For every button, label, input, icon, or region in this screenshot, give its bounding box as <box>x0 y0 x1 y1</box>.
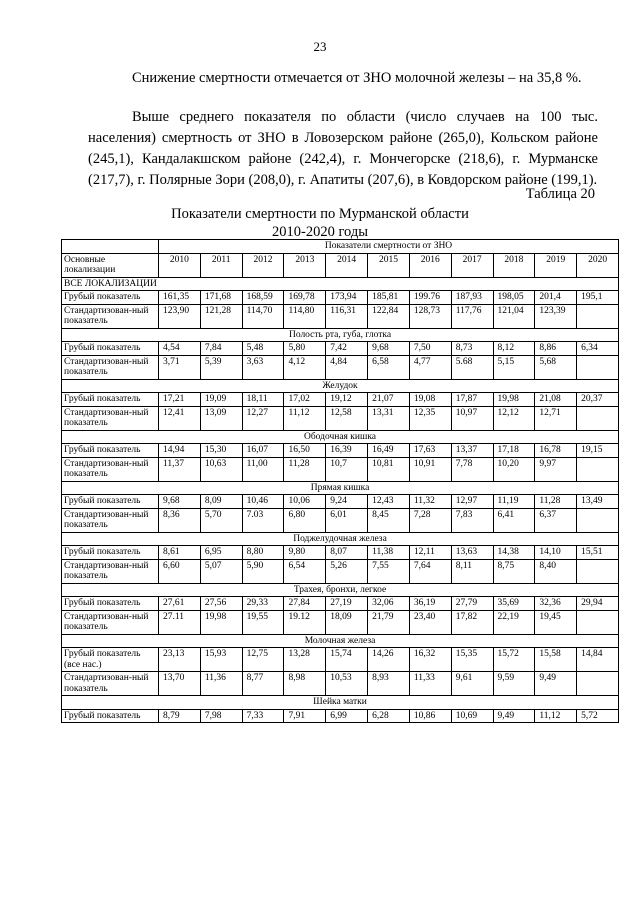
value-cell: 17,18 <box>493 444 535 458</box>
section-title: Прямая кишка <box>62 481 619 495</box>
value-cell: 3,63 <box>242 355 284 379</box>
value-cell: 4,84 <box>326 355 368 379</box>
value-cell: 14,94 <box>159 444 201 458</box>
value-cell <box>577 457 619 481</box>
value-cell: 7,91 <box>284 709 326 723</box>
value-cell: 5,48 <box>242 342 284 356</box>
value-cell: 6,54 <box>284 559 326 583</box>
value-cell: 12,71 <box>535 406 577 430</box>
value-cell: 8,98 <box>284 672 326 696</box>
value-cell: 8,93 <box>368 672 410 696</box>
value-cell: 195,1 <box>577 291 619 305</box>
value-cell: 8,80 <box>242 546 284 560</box>
value-cell: 27.11 <box>159 610 201 634</box>
value-cell: 4,54 <box>159 342 201 356</box>
value-cell <box>577 406 619 430</box>
value-cell: 11,00 <box>242 457 284 481</box>
value-cell: 11,12 <box>535 709 577 723</box>
value-cell: 12,58 <box>326 406 368 430</box>
value-cell: 11,19 <box>493 495 535 509</box>
value-cell: 10,69 <box>451 709 493 723</box>
value-cell: 7.03 <box>242 508 284 532</box>
value-cell: 7,33 <box>242 709 284 723</box>
first-col-header: Основные локализации <box>62 253 159 277</box>
value-cell: 18,09 <box>326 610 368 634</box>
group-header: Показатели смертности от ЗНО <box>159 240 619 254</box>
value-cell: 10,46 <box>242 495 284 509</box>
year-header: 2018 <box>493 253 535 277</box>
value-cell: 27,79 <box>451 597 493 611</box>
value-cell: 121,04 <box>493 304 535 328</box>
value-cell: 7,28 <box>409 508 451 532</box>
section-header-row <box>62 481 619 495</box>
value-cell: 9,68 <box>368 342 410 356</box>
value-cell: 12,12 <box>493 406 535 430</box>
value-cell: 15,51 <box>577 546 619 560</box>
value-cell: 17,82 <box>451 610 493 634</box>
value-cell: 14,38 <box>493 546 535 560</box>
value-cell: 4,12 <box>284 355 326 379</box>
value-cell <box>577 508 619 532</box>
value-cell: 17,87 <box>451 393 493 407</box>
value-cell <box>577 672 619 696</box>
year-header: 2015 <box>368 253 410 277</box>
section-title: Желудок <box>62 379 619 393</box>
value-cell: 12,27 <box>242 406 284 430</box>
value-cell: 29,33 <box>242 597 284 611</box>
value-cell: 7,50 <box>409 342 451 356</box>
value-cell: 8,75 <box>493 559 535 583</box>
value-cell: 8,11 <box>451 559 493 583</box>
section-header-row <box>62 634 619 648</box>
section-header-row <box>62 583 619 597</box>
value-cell: 12,11 <box>409 546 451 560</box>
value-cell: 10,06 <box>284 495 326 509</box>
value-cell: 9,68 <box>159 495 201 509</box>
table-row <box>62 610 619 634</box>
value-cell: 198,05 <box>493 291 535 305</box>
value-cell <box>577 304 619 328</box>
value-cell: 29,94 <box>577 597 619 611</box>
paragraph-2: Выше среднего показателя по области (число случаев на 100 тыс. населения) смертность от ЗНО в Ловозерском районе (265,0), Кольском районе (245,1), Кандалакшском районе (242,4), г. Мончегорске (218,6), г. Мурманске (217,7), г. Полярные Зори (208,0), г. Апатиты (207,6), в Ковдорском районе (199,1). <box>88 109 598 188</box>
value-cell: 19,09 <box>200 393 242 407</box>
value-cell: 13,63 <box>451 546 493 560</box>
value-cell: 11,28 <box>535 495 577 509</box>
value-cell: 12,75 <box>242 648 284 672</box>
value-cell: 9,49 <box>535 672 577 696</box>
value-cell: 8,40 <box>535 559 577 583</box>
value-cell: 5,80 <box>284 342 326 356</box>
value-cell: 114,80 <box>284 304 326 328</box>
value-cell: 6,37 <box>535 508 577 532</box>
value-cell: 14,10 <box>535 546 577 560</box>
table-row <box>62 648 619 672</box>
mortality-table <box>61 239 619 723</box>
value-cell: 7,42 <box>326 342 368 356</box>
section-title: Шейка матки <box>62 696 619 710</box>
table-row <box>62 546 619 560</box>
table-row <box>62 393 619 407</box>
value-cell: 32,36 <box>535 597 577 611</box>
value-cell: 8,61 <box>159 546 201 560</box>
value-cell: 15,30 <box>200 444 242 458</box>
value-cell: 27,56 <box>200 597 242 611</box>
value-cell: 8,36 <box>159 508 201 532</box>
value-cell: 11,32 <box>409 495 451 509</box>
value-cell: 10,53 <box>326 672 368 696</box>
row-label: Грубый показатель (все нас.) <box>62 648 159 672</box>
year-header: 2020 <box>577 253 619 277</box>
value-cell: 116,31 <box>326 304 368 328</box>
value-cell: 9,24 <box>326 495 368 509</box>
row-label: Стандартизован-ный показатель <box>62 610 159 634</box>
row-label: Стандартизован-ный показатель <box>62 559 159 583</box>
value-cell: 12,97 <box>451 495 493 509</box>
value-cell: 5,68 <box>535 355 577 379</box>
value-cell: 8,86 <box>535 342 577 356</box>
value-cell: 3,71 <box>159 355 201 379</box>
value-cell: 168,59 <box>242 291 284 305</box>
row-label: Грубый показатель <box>62 291 159 305</box>
section-header-row <box>62 696 619 710</box>
value-cell: 8,73 <box>451 342 493 356</box>
value-cell: 7,84 <box>200 342 242 356</box>
value-cell: 13,37 <box>451 444 493 458</box>
value-cell: 201,4 <box>535 291 577 305</box>
value-cell: 20,37 <box>577 393 619 407</box>
value-cell: 128,73 <box>409 304 451 328</box>
value-cell: 185,81 <box>368 291 410 305</box>
value-cell: 8,07 <box>326 546 368 560</box>
table-row <box>62 709 619 723</box>
row-label: Грубый показатель <box>62 342 159 356</box>
section-header-row <box>62 328 619 342</box>
value-cell: 7,78 <box>451 457 493 481</box>
year-header: 2017 <box>451 253 493 277</box>
value-cell: 19,08 <box>409 393 451 407</box>
value-cell: 199.76 <box>409 291 451 305</box>
value-cell: 123,90 <box>159 304 201 328</box>
value-cell: 16,78 <box>535 444 577 458</box>
table-row <box>62 495 619 509</box>
value-cell: 16,49 <box>368 444 410 458</box>
page-number: 23 <box>313 39 327 54</box>
value-cell: 27,61 <box>159 597 201 611</box>
value-cell: 171,68 <box>200 291 242 305</box>
value-cell: 114,70 <box>242 304 284 328</box>
table-row <box>62 291 619 305</box>
value-cell: 17,02 <box>284 393 326 407</box>
table-row <box>62 597 619 611</box>
value-cell: 5,90 <box>242 559 284 583</box>
value-cell: 10,91 <box>409 457 451 481</box>
value-cell: 12,35 <box>409 406 451 430</box>
value-cell: 8,79 <box>159 709 201 723</box>
section-header-row <box>62 430 619 444</box>
value-cell: 6,60 <box>159 559 201 583</box>
value-cell: 10,97 <box>451 406 493 430</box>
value-cell: 10,63 <box>200 457 242 481</box>
section-title: Полость рта, губа, глотка <box>62 328 619 342</box>
value-cell: 15,74 <box>326 648 368 672</box>
value-cell: 10,20 <box>493 457 535 481</box>
table-row <box>62 444 619 458</box>
value-cell: 13,70 <box>159 672 201 696</box>
row-label: Грубый показатель <box>62 709 159 723</box>
year-header: 2014 <box>326 253 368 277</box>
value-cell: 23,13 <box>159 648 201 672</box>
value-cell: 5,26 <box>326 559 368 583</box>
paragraph-1: Снижение смертности отмечается от ЗНО молочной железы – на 35,8 %. <box>132 70 582 86</box>
value-cell: 35,69 <box>493 597 535 611</box>
value-cell: 10,7 <box>326 457 368 481</box>
value-cell: 19,15 <box>577 444 619 458</box>
table-row <box>62 342 619 356</box>
value-cell: 10,81 <box>368 457 410 481</box>
value-cell: 6,01 <box>326 508 368 532</box>
table-title <box>0 205 640 241</box>
row-label: Грубый показатель <box>62 393 159 407</box>
value-cell: 23,40 <box>409 610 451 634</box>
value-cell: 6,41 <box>493 508 535 532</box>
value-cell <box>577 610 619 634</box>
table-title-line-2: 2010-2020 годы <box>272 224 368 240</box>
value-cell: 9,61 <box>451 672 493 696</box>
value-cell: 6,58 <box>368 355 410 379</box>
value-cell: 8,77 <box>242 672 284 696</box>
year-header: 2012 <box>242 253 284 277</box>
year-header: 2019 <box>535 253 577 277</box>
table-row <box>62 304 619 328</box>
value-cell: 169,78 <box>284 291 326 305</box>
value-cell: 18,11 <box>242 393 284 407</box>
value-cell: 8,09 <box>200 495 242 509</box>
section-header-row <box>62 379 619 393</box>
value-cell: 9,49 <box>493 709 535 723</box>
value-cell: 19,98 <box>200 610 242 634</box>
year-header: 2010 <box>159 253 201 277</box>
value-cell: 17,21 <box>159 393 201 407</box>
value-cell: 121,28 <box>200 304 242 328</box>
value-cell: 7,55 <box>368 559 410 583</box>
value-cell: 5,07 <box>200 559 242 583</box>
year-header: 2011 <box>200 253 242 277</box>
value-cell: 5,72 <box>577 709 619 723</box>
table-row <box>62 508 619 532</box>
value-cell: 17,63 <box>409 444 451 458</box>
value-cell: 6,28 <box>368 709 410 723</box>
value-cell: 6,34 <box>577 342 619 356</box>
value-cell: 14,84 <box>577 648 619 672</box>
value-cell: 16,07 <box>242 444 284 458</box>
row-label: Стандартизован-ный показатель <box>62 457 159 481</box>
value-cell: 16,50 <box>284 444 326 458</box>
value-cell: 19.12 <box>284 610 326 634</box>
value-cell: 122,84 <box>368 304 410 328</box>
year-header: 2016 <box>409 253 451 277</box>
value-cell: 6,99 <box>326 709 368 723</box>
value-cell: 13,28 <box>284 648 326 672</box>
table-row <box>62 672 619 696</box>
section-title: Молочная железа <box>62 634 619 648</box>
table-header-group-row <box>62 240 619 254</box>
value-cell: 8,45 <box>368 508 410 532</box>
section-header-row <box>62 532 619 546</box>
table-number: Таблица 20 <box>525 186 595 202</box>
value-cell: 6,95 <box>200 546 242 560</box>
value-cell: 5.68 <box>451 355 493 379</box>
value-cell: 13,09 <box>200 406 242 430</box>
value-cell: 12,41 <box>159 406 201 430</box>
value-cell <box>577 355 619 379</box>
value-cell: 11,33 <box>409 672 451 696</box>
value-cell: 21,07 <box>368 393 410 407</box>
value-cell: 15,93 <box>200 648 242 672</box>
table-header-years-row <box>62 253 619 277</box>
value-cell: 9,97 <box>535 457 577 481</box>
value-cell: 16,39 <box>326 444 368 458</box>
value-cell: 117,76 <box>451 304 493 328</box>
value-cell: 7,64 <box>409 559 451 583</box>
value-cell: 19,98 <box>493 393 535 407</box>
row-label: Грубый показатель <box>62 495 159 509</box>
value-cell: 11,12 <box>284 406 326 430</box>
row-label: Грубый показатель <box>62 444 159 458</box>
table-row <box>62 457 619 481</box>
row-label: Стандартизован-ный показатель <box>62 355 159 379</box>
table-row <box>62 355 619 379</box>
header-empty-cell <box>62 240 159 254</box>
value-cell: 11,28 <box>284 457 326 481</box>
row-label: Грубый показатель <box>62 597 159 611</box>
section-title: Поджелудочная железа <box>62 532 619 546</box>
value-cell: 5,15 <box>493 355 535 379</box>
section-header-row <box>62 277 619 291</box>
value-cell <box>577 559 619 583</box>
value-cell: 5,39 <box>200 355 242 379</box>
value-cell: 173,94 <box>326 291 368 305</box>
table-title-line-1: Показатели смертности по Мурманской области <box>171 206 469 222</box>
value-cell: 22,19 <box>493 610 535 634</box>
value-cell: 10,86 <box>409 709 451 723</box>
value-cell: 5,70 <box>200 508 242 532</box>
value-cell: 13,49 <box>577 495 619 509</box>
value-cell: 187,93 <box>451 291 493 305</box>
value-cell: 15,35 <box>451 648 493 672</box>
year-header: 2013 <box>284 253 326 277</box>
value-cell: 19,12 <box>326 393 368 407</box>
value-cell: 161,35 <box>159 291 201 305</box>
value-cell: 15,58 <box>535 648 577 672</box>
row-label: Стандартизован-ный показатель <box>62 304 159 328</box>
value-cell: 11,36 <box>200 672 242 696</box>
value-cell: 9,80 <box>284 546 326 560</box>
value-cell: 21,08 <box>535 393 577 407</box>
value-cell: 123,39 <box>535 304 577 328</box>
row-label: Стандартизован-ный показатель <box>62 406 159 430</box>
value-cell: 11,38 <box>368 546 410 560</box>
value-cell: 27,19 <box>326 597 368 611</box>
value-cell: 16,32 <box>409 648 451 672</box>
value-cell: 27,84 <box>284 597 326 611</box>
value-cell: 15,72 <box>493 648 535 672</box>
table-row <box>62 559 619 583</box>
value-cell: 19,45 <box>535 610 577 634</box>
table-row <box>62 406 619 430</box>
value-cell: 4,77 <box>409 355 451 379</box>
value-cell: 36,19 <box>409 597 451 611</box>
value-cell: 14,26 <box>368 648 410 672</box>
value-cell: 9,59 <box>493 672 535 696</box>
row-label: Стандартизован-ный показатель <box>62 508 159 532</box>
value-cell: 6,80 <box>284 508 326 532</box>
value-cell: 7,98 <box>200 709 242 723</box>
value-cell: 13,31 <box>368 406 410 430</box>
section-title: Трахея, бронхи, легкое <box>62 583 619 597</box>
value-cell: 32,06 <box>368 597 410 611</box>
value-cell: 11,37 <box>159 457 201 481</box>
row-label: Грубый показатель <box>62 546 159 560</box>
section-title: ВСЕ ЛОКАЛИЗАЦИИ <box>62 277 619 291</box>
value-cell: 7,83 <box>451 508 493 532</box>
section-title: Ободочная кишка <box>62 430 619 444</box>
row-label: Стандартизован-ный показатель <box>62 672 159 696</box>
value-cell: 12,43 <box>368 495 410 509</box>
value-cell: 19,55 <box>242 610 284 634</box>
value-cell: 21,79 <box>368 610 410 634</box>
value-cell: 8,12 <box>493 342 535 356</box>
